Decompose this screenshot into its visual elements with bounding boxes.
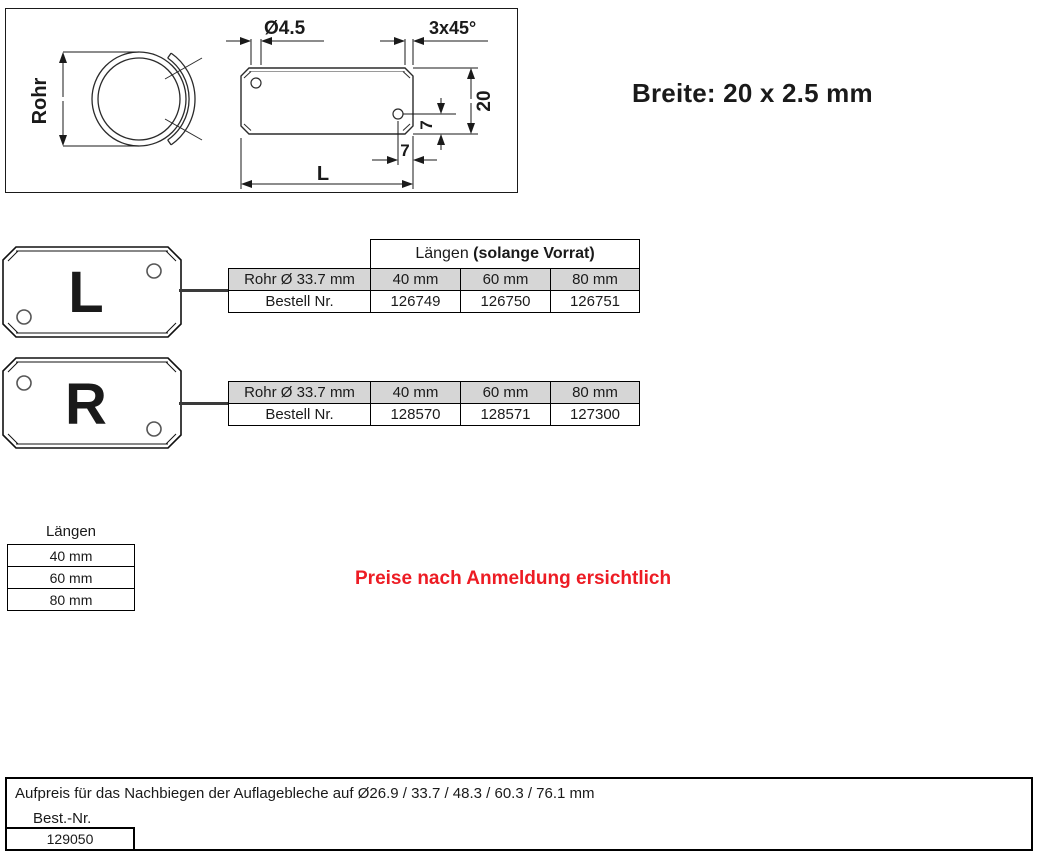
table-row <box>8 545 135 567</box>
plate-hole <box>147 264 161 278</box>
hole-dia-dimension <box>226 39 324 65</box>
plate-hole <box>17 376 31 390</box>
rohr-label: Rohr <box>29 77 51 125</box>
lengths-header <box>371 240 640 269</box>
price-note: Preise nach Anmeldung ersichtlich <box>355 568 672 589</box>
surcharge-order-label: Best.-Nr. <box>33 810 92 827</box>
technical-drawing-frame <box>5 8 518 193</box>
surcharge-description: Aufpreis für das Nachbiegen der Auflagebleche auf Ø26.9 / 33.7 / 48.3 / 60.3 / 76.1 mm <box>15 785 595 802</box>
order-table-right <box>228 381 640 426</box>
length-cell: 40 mm <box>371 269 461 291</box>
lengths-header-normal: Längen <box>415 245 474 262</box>
length-cell: 60 mm <box>461 269 551 291</box>
table-header-row <box>229 240 640 269</box>
pipe-section-view <box>92 52 202 146</box>
chamfer-dimension <box>380 39 488 65</box>
lengths-list-table <box>7 544 135 611</box>
length-cell: 80 mm <box>551 382 640 404</box>
plate-illustration-left <box>2 246 182 343</box>
plate-top-view <box>241 68 413 134</box>
plate-letter-left: L <box>68 260 104 325</box>
rohr-label-cell: Rohr Ø 33.7 mm <box>229 269 371 291</box>
length-cell: 40 mm <box>371 382 461 404</box>
width-heading: Breite: 20 x 2.5 mm <box>632 78 873 108</box>
connector-line-left <box>179 289 229 292</box>
lengths-header-bold: (solange Vorrat) <box>473 245 595 262</box>
lengths-list <box>7 523 135 611</box>
pipe-dimension <box>63 52 139 146</box>
order-table-left <box>228 239 640 313</box>
length-item: 40 mm <box>8 545 135 567</box>
hole-offset-v-label: 7 <box>417 120 436 130</box>
order-number-cell: 126751 <box>551 291 640 313</box>
plate-hole <box>17 310 31 324</box>
chamfer-label: 3x45° <box>429 18 477 38</box>
lengths-list-title: Längen <box>45 523 97 540</box>
table-row <box>229 269 640 291</box>
table-row <box>229 382 640 404</box>
order-label-cell: Bestell Nr. <box>229 291 371 313</box>
surcharge-order-number: 129050 <box>5 827 135 851</box>
table-row <box>229 291 640 313</box>
hole-dia-label: Ø4.5 <box>264 18 306 39</box>
plate-letter-right: R <box>65 372 107 437</box>
height-label: 20 <box>474 90 495 112</box>
length-item: 80 mm <box>8 589 135 611</box>
technical-drawing <box>6 9 517 192</box>
order-number-cell: 126749 <box>371 291 461 313</box>
order-label-cell: Bestell Nr. <box>229 404 371 426</box>
plate-hole <box>147 422 161 436</box>
order-number-cell: 126750 <box>461 291 551 313</box>
length-cell: 80 mm <box>551 269 640 291</box>
table-row <box>8 567 135 589</box>
length-item: 60 mm <box>8 567 135 589</box>
surcharge-box <box>5 777 1033 851</box>
connector-line-right <box>179 402 229 405</box>
length-label: L <box>316 163 330 185</box>
hole-offset-h-label: 7 <box>400 141 410 160</box>
order-number-cell: 127300 <box>551 404 640 426</box>
plate-illustration-right <box>2 357 182 454</box>
rohr-label-cell: Rohr Ø 33.7 mm <box>229 382 371 404</box>
order-number-cell: 128570 <box>371 404 461 426</box>
length-cell: 60 mm <box>461 382 551 404</box>
order-number-cell: 128571 <box>461 404 551 426</box>
table-row <box>8 589 135 611</box>
table-row <box>229 404 640 426</box>
